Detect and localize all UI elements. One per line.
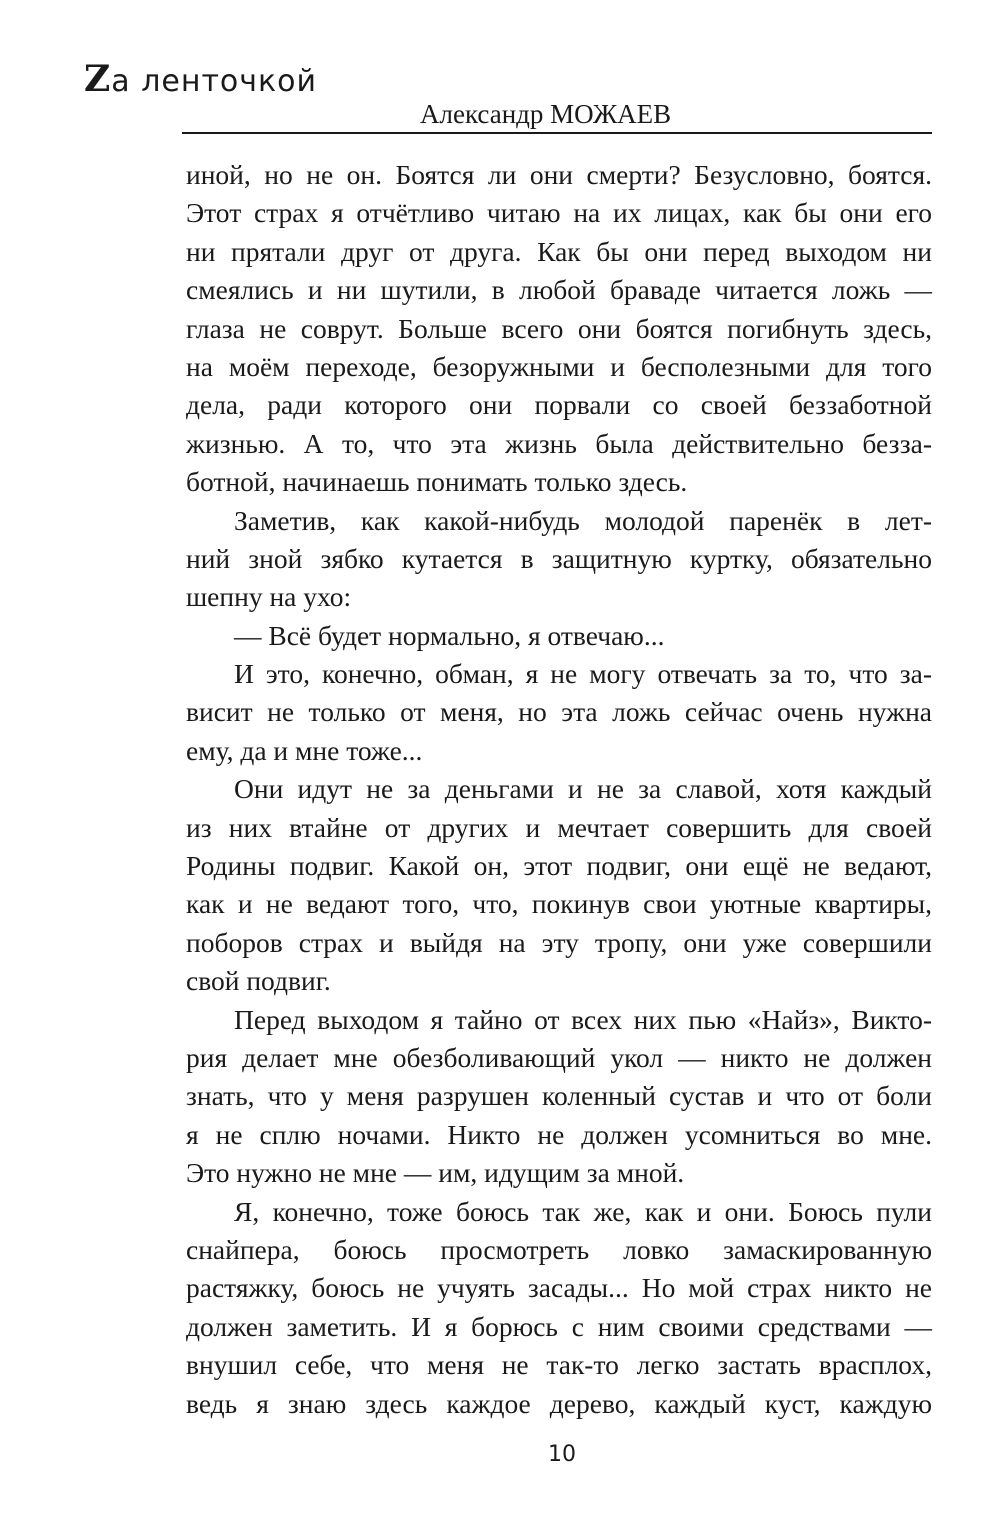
text-line: ний зной зябко кутается в защитную куртку, обязательно bbox=[186, 542, 932, 574]
text-line: Перед выходом я тайно от всех них пью «Найз», Викто- bbox=[234, 1003, 932, 1035]
text-line: из них втайне от других и мечтает совершить для своей bbox=[186, 811, 932, 843]
series-title bbox=[84, 58, 317, 100]
header-divider bbox=[182, 132, 932, 134]
text-line: иной, но не он. Боятся ли они смерти? Безусловно, боятся. bbox=[186, 159, 932, 190]
page-number: 10 bbox=[548, 1442, 576, 1467]
text-line: поборов страх и выйдя на эту тропу, они уже совершили bbox=[186, 926, 932, 958]
text-line: ни прятали друг от друга. Как бы они перед выходом ни bbox=[186, 235, 932, 267]
text-line: знать, что у меня разрушен коленный сустав и что от боли bbox=[186, 1080, 932, 1112]
text-line: висит не только от меня, но эта ложь сейчас очень нужна bbox=[186, 696, 932, 728]
text-line: дела, ради которого они порвали со своей беззаботной bbox=[186, 389, 932, 421]
text-line: Они идут не за деньгами и не за славой, хотя каждый bbox=[234, 773, 932, 805]
text-line: смеялись и ни шутили, в любой браваде читается ложь — bbox=[186, 274, 932, 306]
text-line: ботной, начинаешь понимать только здесь. bbox=[186, 466, 688, 498]
text-line: глаза не соврут. Больше всего они боятся погибнуть здесь, bbox=[186, 312, 932, 344]
text-line: на моём переходе, безоружными и бесполезными для того bbox=[186, 350, 932, 382]
text-line: Это нужно не мне — им, идущим за мной. bbox=[186, 1157, 685, 1189]
author-name: Александр МОЖАЕВ bbox=[420, 99, 672, 129]
text-line: внушил себе, что меня не так-то легко застать врасплох, bbox=[186, 1349, 932, 1381]
page-body bbox=[186, 156, 932, 1423]
text-line: Родины подвиг. Какой он, этот подвиг, они ещё не ведают, bbox=[186, 850, 932, 882]
text-line: свой подвиг. bbox=[186, 965, 331, 997]
text-line: Заметив, как какой-нибудь молодой паренёк в лет- bbox=[234, 504, 932, 536]
text-line: Этот страх я отчётливо читаю на их лицах, как бы они его bbox=[186, 197, 932, 229]
text-line: И это, конечно, обман, я не могу отвечать за то, что за- bbox=[234, 658, 932, 690]
text-line: снайпера, боюсь просмотреть ловко замаскированную bbox=[186, 1233, 932, 1265]
text-line: — Всё будет нормально, я отвечаю... bbox=[234, 619, 665, 651]
text-line: как и не ведают того, что, покинув свои уютные квартиры, bbox=[186, 888, 932, 920]
text-line: шепну на ухо: bbox=[186, 581, 352, 613]
text-line: Я, конечно, тоже боюсь так же, как и они. Боюсь пули bbox=[234, 1195, 932, 1227]
text-line: растяжку, боюсь не учуять засады... Но мой страх никто не bbox=[186, 1272, 932, 1304]
series-title-rest: а ленточкой bbox=[111, 64, 317, 99]
series-title-initial: Z bbox=[84, 58, 112, 100]
text-line: рия делает мне обезболивающий укол — никто не должен bbox=[186, 1041, 932, 1073]
text-line: жизнью. А то, что эта жизнь была действительно безза- bbox=[186, 427, 932, 459]
text-line: я не сплю ночами. Никто не должен усомниться во мне. bbox=[186, 1118, 932, 1150]
text-line: ему, да и мне тоже... bbox=[186, 734, 423, 766]
text-line: ведь я знаю здесь каждое дерево, каждый куст, каждую bbox=[186, 1387, 932, 1419]
text-line: должен заметить. И я борюсь с ним своими средствами — bbox=[186, 1310, 932, 1342]
